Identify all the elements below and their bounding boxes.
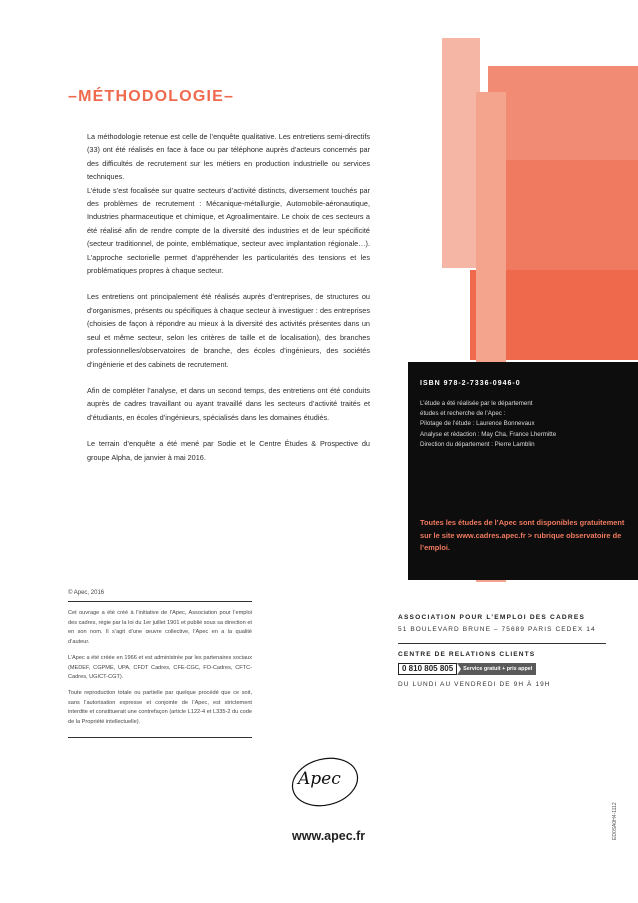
legal-text (68, 609, 252, 728)
decorative-block (488, 66, 638, 166)
divider (68, 737, 252, 738)
credit-line: Analyse et rédaction : May Cha, France Lhermitte (420, 430, 557, 438)
client-centre-label: CENTRE DE RELATIONS CLIENTS (398, 651, 536, 658)
promo-text: Toutes les études de l’Apec sont disponibles gratuitement sur le site www.cadres.apec.fr > rubrique observatoire de l’emploi. (420, 518, 625, 553)
logo-text: Apec (298, 769, 341, 789)
reference-code: ED0SA0H4-1112 (612, 802, 618, 840)
website-link[interactable]: www.apec.fr (292, 829, 366, 843)
divider (398, 643, 606, 644)
page-title: –MÉTHODOLOGIE– (68, 88, 235, 105)
apec-logo (285, 752, 365, 812)
decorative-block (442, 38, 480, 268)
paragraph: Les entretiens ont principalement été réalisés auprès d’entreprises, de structures ou d’organismes, présents ou spécifiques à chaque secteur à investiguer : des entreprises (choisies de façon à répondre au mieux à la diversité des activités présentes dans un seul et même secteur, selon les critères de taille et de localisation), des branches professionnelles/observatoires de branche, des écoles d’ingénieurs, des sociétés d’ingénierie et des cabinets de recrutement. (87, 292, 370, 369)
paragraph: Afin de compléter l’analyse, et dans un second temps, des entretiens ont été conduits auprès de cadres travaillant ou ayant travaillé dans les secteurs d’activité traités et d’étudiants, en écoles d’ingénieurs, spécialisés dans les domaines étudiés. (87, 385, 370, 422)
credit-line: L’étude a été réalisée par le département (420, 400, 533, 407)
credits (420, 399, 626, 450)
divider (68, 601, 252, 602)
phone-number[interactable]: 0 810 805 805 (398, 663, 457, 675)
credit-line: études et recherche de l’Apec : (420, 410, 506, 418)
credit-line: Direction du département : Pierre Lamblin (420, 440, 535, 448)
methodology-text (87, 130, 370, 464)
info-box (408, 362, 638, 580)
opening-hours: DU LUNDI AU VENDREDI DE 9H À 19H (398, 681, 551, 688)
legal-paragraph: L’Apec a été créée en 1966 et est administrée par les partenaires sociaux (MEDEF, CGPME, UPA, CFDT Cadres, CFE-CGC, FO-Cadres, CFTC-Cadres, UGICT-CGT). (68, 654, 252, 681)
phone-block (398, 663, 536, 675)
paragraph: L’étude s’est focalisée sur quatre secteurs d’activité distincts, diversement touchés par des problèmes de recrutement : Mécanique-métallurgie, Automobile-aéronautique, Industries pharmaceutique et chimique, et Agroalimentaire. Le choix de ces secteurs a été réalisé afin de rendre compte de la diversité des industries et de leur spécificité (secteur traditionnel, de pointe, emblématique, secteur avec implantation régionale…). L’approche sectorielle permet d’appréhender les particularités des tensions et les problématiques propres à chaque secteur. (87, 185, 370, 276)
legal-paragraph: Cet ouvrage a été créé à l’initiative de l’Apec, Association pour l’emploi des cadres, régie par la loi du 1er juillet 1901 et publié sous sa direction et en son nom. Il s’agit d’une œuvre collective, l’Apec en a la qualité d’auteur. (68, 610, 252, 646)
credit-line: Pilotage de l’étude : Laurence Bonnevaux (420, 420, 535, 428)
copyright: © Apec, 2016 (68, 590, 105, 596)
association-address: 51 BOULEVARD BRUNE – 75689 PARIS CEDEX 14 (398, 626, 596, 633)
isbn: ISBN 978-2-7336-0946-0 (420, 380, 521, 387)
paragraph: Le terrain d’enquête a été mené par Sodie et le Centre Études & Prospective du groupe Alpha, de janvier à mai 2016. (87, 439, 370, 462)
paragraph: La méthodologie retenue est celle de l’enquête qualitative. Les entretiens semi-directifs (33) ont été réalisés en face à face ou par téléphone auprès d’acteurs concernés par des difficultés de recrutement sur les métiers en production industrielle ou services techniques. (87, 132, 370, 182)
legal-paragraph: Toute reproduction totale ou partielle par quelque procédé que ce soit, sans l’autorisation expresse et conjointe de l’Apec, est strictement interdite et constituerait une contrefaçon (article L122-4 et L335-2 du code de la Propriété intellectuelle). (68, 689, 252, 726)
association-name: ASSOCIATION POUR L’EMPLOI DES CADRES (398, 614, 586, 621)
phone-note: Service gratuit + prix appel (457, 663, 536, 675)
